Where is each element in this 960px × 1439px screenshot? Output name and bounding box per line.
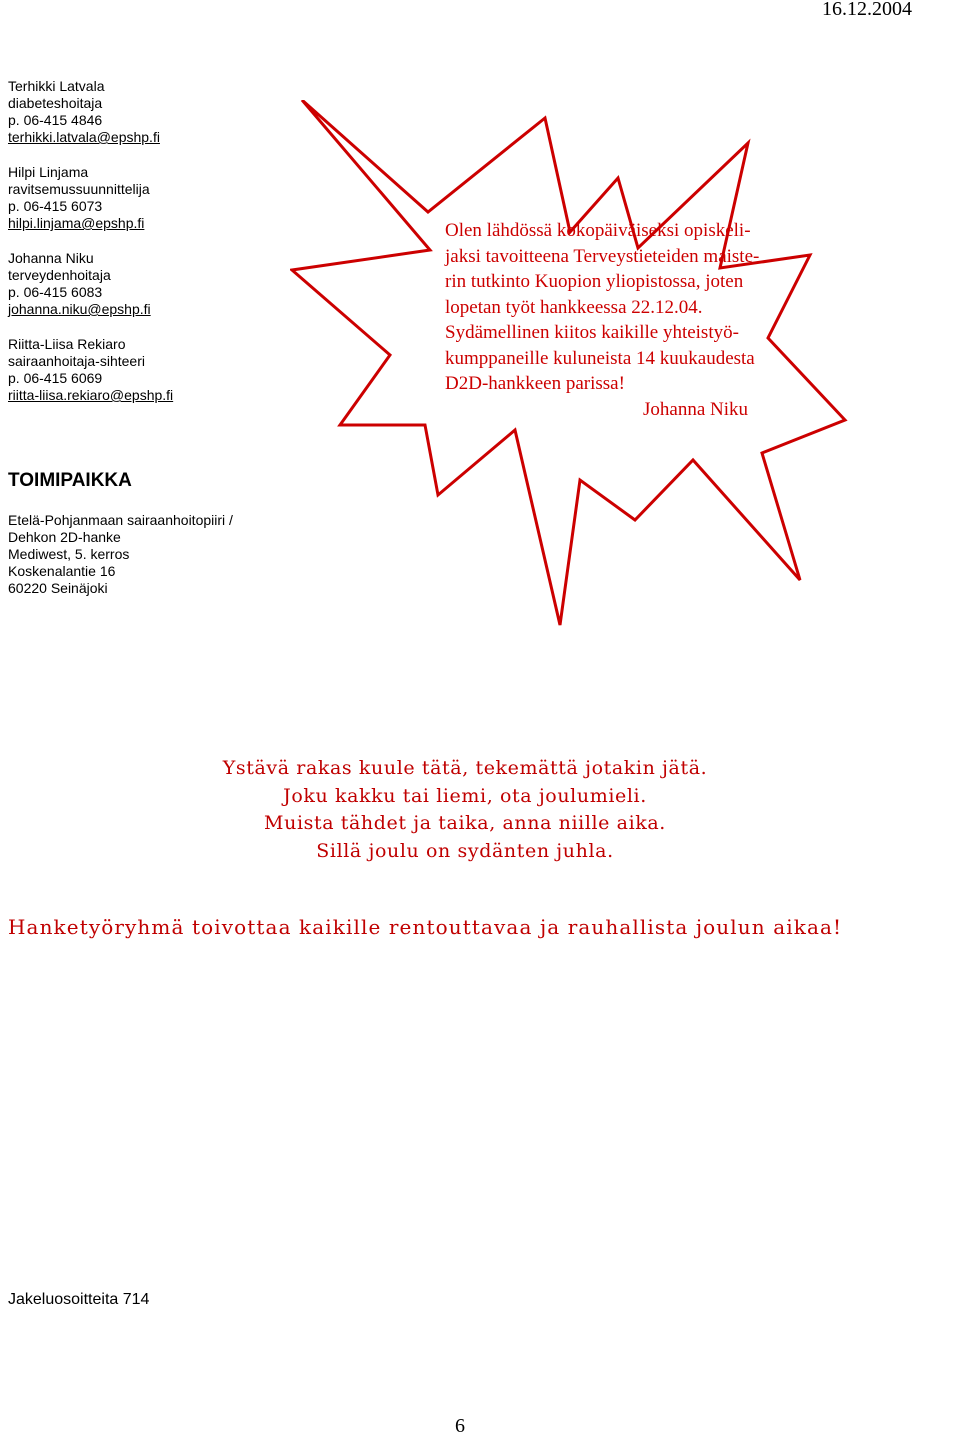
poem-line: Sillä joulu on sydänten juhla. [316,839,614,862]
contact-phone: p. 06-415 6069 [8,370,103,386]
farewell-line: Olen lähdössä kokopäiväiseksi opiskeli- [445,220,751,241]
office-heading: TOIMIPAIKKA [8,470,132,491]
holiday-greeting: Hanketyöryhmä toivottaa kaikille rentouttavaa ja rauhallista joulun aikaa! [8,915,843,939]
contact-name: Hilpi Linjama [8,164,89,180]
poem-line: Muista tähdet ja taika, anna niille aika. [264,812,666,834]
page-number: 6 [455,1415,465,1437]
contact-phone: p. 06-415 4846 [8,112,103,128]
farewell-line: kumppaneille kuluneista 14 kuukaudesta [445,347,755,369]
contact-card [8,336,288,404]
office-address-line: Mediwest, 5. kerros [8,546,130,562]
office-address-line: 60220 Seinäjoki [8,580,108,596]
contact-title: diabeteshoitaja [8,95,103,111]
poem-line: Ystävä rakas kuule tätä, tekemättä jotakin jätä. [222,757,708,779]
contact-email-link[interactable]: riitta-liisa.rekiaro@epshp.fi [8,387,174,403]
contact-list [8,78,288,422]
contact-card [8,250,288,318]
contact-name: Johanna Niku [8,250,94,266]
contact-title: sairaanhoitaja-sihteeri [8,353,145,369]
office-address-line: Dehkon 2D-hanke [8,529,121,545]
farewell-line: lopetan työt hankkeessa 22.12.04. [445,296,703,318]
document-date: 16.12.2004 [822,0,912,20]
farewell-line: D2D-hankkeen parissa! [445,373,625,394]
contact-card [8,78,288,146]
farewell-line: jaksi tavoitteena Terveystieteiden maiste- [445,245,760,267]
office-address-line: Koskenalantie 16 [8,563,116,579]
contact-phone: p. 06-415 6073 [8,198,103,214]
contact-name: Terhikki Latvala [8,78,105,94]
distribution-count: Jakeluosoitteita 714 [8,1291,150,1308]
contact-email-link[interactable]: johanna.niku@epshp.fi [8,301,151,317]
contact-title: ravitsemussuunnittelija [8,181,150,197]
christmas-poem [0,755,930,865]
farewell-line: Sydämellinen kiitos kaikille yhteistyö- [445,322,739,343]
contact-email-link[interactable]: hilpi.linjama@epshp.fi [8,215,145,231]
contact-name: Riitta-Liisa Rekiaro [8,336,126,352]
office-address [8,512,233,597]
office-address-line: Etelä-Pohjanmaan sairaanhoitopiiri / [8,512,233,528]
farewell-line: rin tutkinto Kuopion yliopistossa, joten [445,271,744,292]
farewell-signature: Johanna Niku [643,398,749,420]
farewell-message [445,218,825,422]
poem-line: Joku kakku tai liemi, ota joulumieli. [283,784,647,807]
contact-card [8,164,288,232]
contact-email-link[interactable]: terhikki.latvala@epshp.fi [8,129,160,145]
contact-title: terveydenhoitaja [8,267,111,283]
contact-phone: p. 06-415 6083 [8,284,103,300]
